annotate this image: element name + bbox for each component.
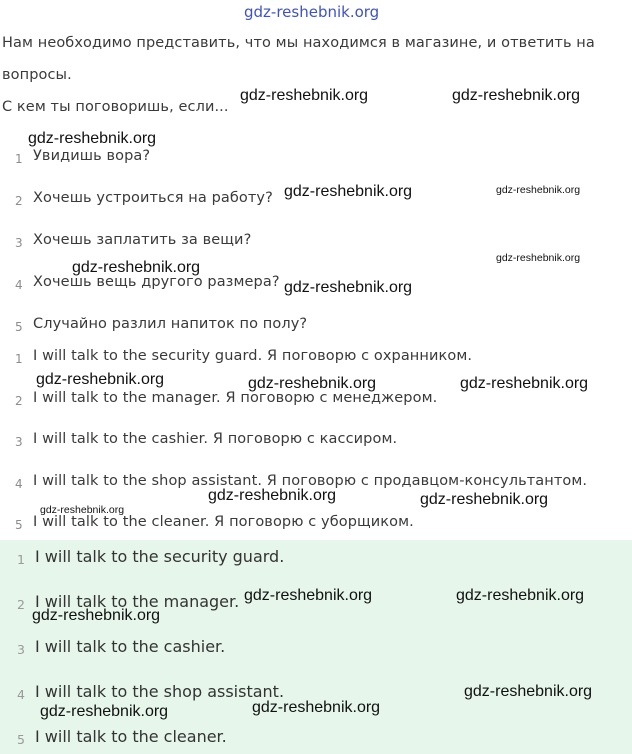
list-item-number: 1 <box>15 352 23 366</box>
list-item-number: 2 <box>17 597 25 612</box>
list-item-number: 1 <box>15 152 23 166</box>
watermark: gdz-reshebnik.org <box>464 683 593 700</box>
list-item: I will talk to the security guard. <box>35 547 285 566</box>
list-item: I will talk to the cashier. Я поговорю с кассиром. <box>33 431 398 447</box>
list-item: Хочешь устроиться на работу? <box>33 190 273 206</box>
watermark: gdz-reshebnik.org <box>28 130 157 147</box>
list-item-number: 1 <box>17 552 25 567</box>
list-item: I will talk to the shop assistant. <box>35 682 285 701</box>
intro-line-2: вопросы. <box>2 67 72 83</box>
list-item-number: 3 <box>15 236 23 250</box>
list-item: I will talk to the cleaner. Я поговорю с уборщиком. <box>33 514 414 530</box>
site-title[interactable]: gdz-reshebnik.org <box>244 3 380 21</box>
watermark: gdz-reshebnik.org <box>244 587 373 604</box>
watermark: gdz-reshebnik.org <box>40 504 125 516</box>
watermark: gdz-reshebnik.org <box>452 87 581 104</box>
watermark: gdz-reshebnik.org <box>32 607 161 624</box>
list-item-number: 3 <box>17 642 25 657</box>
list-item-number: 4 <box>17 687 25 702</box>
list-item: I will talk to the manager. <box>35 592 240 611</box>
list-item: I will talk to the shop assistant. Я поговорю с продавцом-консультантом. <box>33 473 588 489</box>
watermark: gdz-reshebnik.org <box>240 87 369 104</box>
list-item-number: 5 <box>17 732 25 747</box>
watermark: gdz-reshebnik.org <box>456 587 585 604</box>
list-item-number: 3 <box>15 435 23 449</box>
watermark: gdz-reshebnik.org <box>208 487 337 504</box>
watermark: gdz-reshebnik.org <box>36 371 165 388</box>
list-item-number: 4 <box>15 477 23 491</box>
list-item: I will talk to the manager. Я поговорю с менеджером. <box>33 390 438 406</box>
list-item: I will talk to the security guard. Я поговорю с охранником. <box>33 348 473 364</box>
list-item-number: 2 <box>15 394 23 408</box>
watermark: gdz-reshebnik.org <box>496 184 581 196</box>
list-item: I will talk to the cleaner. <box>35 727 227 746</box>
list-item: Хочешь вещь другого размера? <box>33 274 280 290</box>
watermark: gdz-reshebnik.org <box>248 375 377 392</box>
watermark: gdz-reshebnik.org <box>460 375 589 392</box>
watermark: gdz-reshebnik.org <box>496 252 581 264</box>
list-item-number: 5 <box>15 320 23 334</box>
watermark: gdz-reshebnik.org <box>284 279 413 296</box>
watermark: gdz-reshebnik.org <box>72 259 201 276</box>
watermark: gdz-reshebnik.org <box>284 183 413 200</box>
list-item: Хочешь заплатить за вещи? <box>33 232 252 248</box>
watermark: gdz-reshebnik.org <box>252 699 381 716</box>
list-item: Увидишь вора? <box>33 148 151 164</box>
watermark: gdz-reshebnik.org <box>40 703 169 720</box>
list-item-number: 5 <box>15 518 23 532</box>
question-lead: С кем ты поговоришь, если... <box>2 99 229 115</box>
intro-line-1: Нам необходимо представить, что мы находимся в магазине, и ответить на <box>2 35 595 51</box>
list-item-number: 2 <box>15 194 23 208</box>
watermark: gdz-reshebnik.org <box>420 491 549 508</box>
list-item: Случайно разлил напиток по полу? <box>33 316 308 332</box>
list-item-number: 4 <box>15 278 23 292</box>
list-item: I will talk to the cashier. <box>35 637 226 656</box>
